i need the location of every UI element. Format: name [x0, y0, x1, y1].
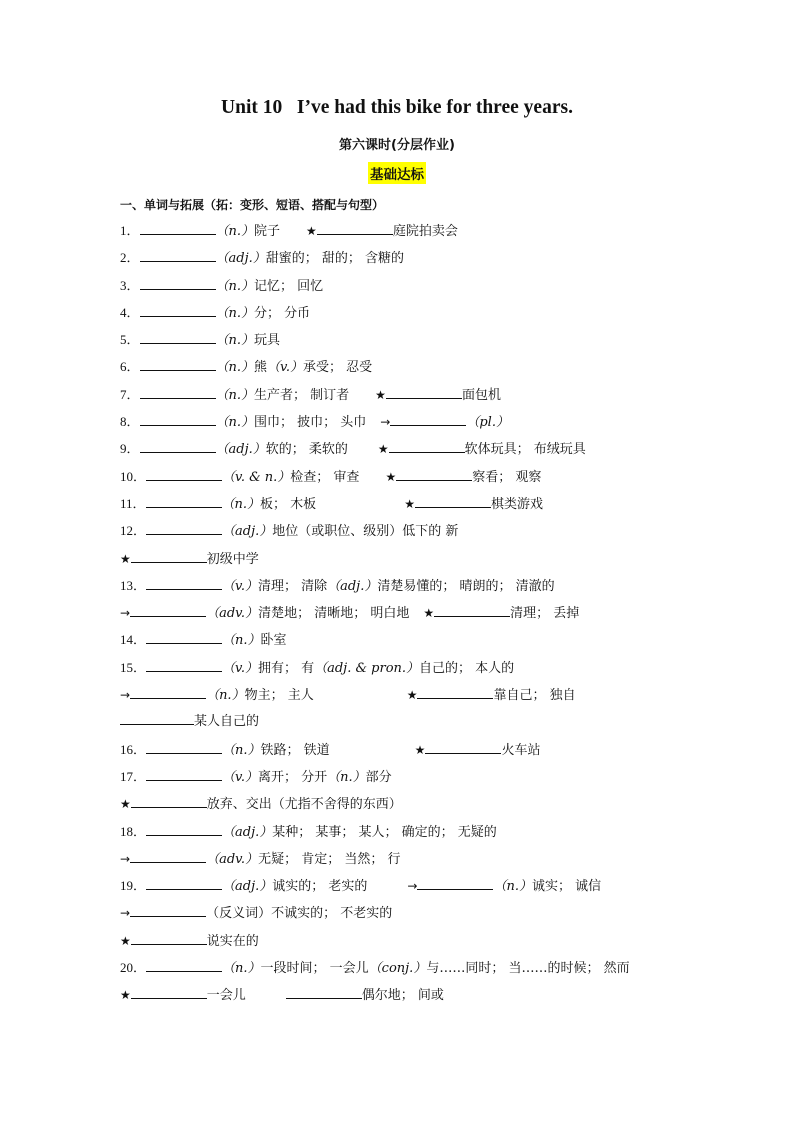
item-number: 13．: [120, 577, 147, 593]
part-of-speech: （n.）: [215, 305, 255, 321]
part-of-speech: （n.）: [221, 496, 261, 512]
section-heading: 一、单词与拓展（拓：变形、短语、搭配与句型）: [120, 198, 385, 212]
meaning: 软的； 柔软的: [265, 442, 348, 458]
exercise-item-15-cont2: [120, 712, 680, 739]
phrase-meaning: 察看； 观察: [472, 469, 542, 485]
exercise-item-10: [120, 467, 680, 494]
star-icon: ★: [375, 387, 386, 402]
answer-blank[interactable]: [140, 222, 216, 235]
answer-blank[interactable]: [131, 986, 207, 999]
meaning: 无疑； 肯定； 当然； 行: [258, 851, 401, 867]
meaning: 板； 木板: [260, 496, 317, 512]
arrow-icon: →: [407, 879, 418, 894]
part-of-speech: （adj.）: [222, 879, 273, 895]
meaning: 院子: [254, 224, 281, 239]
answer-blank[interactable]: [425, 741, 501, 754]
answer-blank[interactable]: [140, 358, 216, 371]
arrow-icon: →: [120, 851, 131, 866]
exercise-item-9: [120, 439, 680, 466]
exercise-item-5: [120, 330, 680, 357]
meaning: 玩具: [254, 333, 281, 349]
part-of-speech: （n.）: [215, 415, 255, 431]
part-of-speech: （adj.）: [222, 524, 273, 540]
page-title: Unit 10 I’ve had this bike for three years.: [221, 97, 573, 118]
part-of-speech: （n.）: [215, 224, 255, 239]
star-icon: ★: [120, 551, 131, 566]
item-number: 8．: [120, 414, 140, 430]
meaning: 甜蜜的； 甜的； 含糖的: [265, 251, 405, 267]
phrase-meaning: 靠自己； 独自: [493, 688, 576, 704]
meaning: 分； 分币: [254, 305, 311, 321]
exercise-item-19-cont2: [120, 931, 680, 958]
meaning: 物主； 主人: [244, 688, 314, 704]
item-number: 17．: [120, 768, 147, 784]
answer-blank[interactable]: [390, 413, 466, 426]
meaning-2: 承受； 忍受: [302, 360, 373, 376]
answer-blank[interactable]: [146, 823, 222, 836]
meaning: 某种； 某事； 某人； 确定的； 无疑的: [272, 824, 497, 840]
part-of-speech: （v.）: [222, 769, 258, 785]
item-number: 9．: [120, 441, 140, 457]
meaning: 生产者； 制订者: [254, 387, 350, 403]
meaning: 诚实的； 老实的: [272, 879, 368, 895]
answer-blank[interactable]: [396, 468, 472, 481]
answer-blank[interactable]: [417, 686, 493, 699]
phrase-meaning: 火车站: [501, 742, 541, 758]
part-of-speech: （n.）: [222, 961, 261, 977]
item-number: 15．: [120, 659, 147, 675]
phrase-meaning: 软体玩具； 布绒玩具: [464, 442, 586, 458]
meaning: 铁路； 铁道: [260, 742, 330, 758]
level-badge: 基础达标: [368, 162, 426, 184]
part-of-speech: （反义词）: [206, 906, 272, 922]
answer-blank[interactable]: [130, 686, 206, 699]
meaning-2: 部分: [365, 769, 392, 785]
arrow-icon: →: [120, 606, 131, 621]
item-number: 1．: [120, 223, 140, 238]
answer-blank[interactable]: [146, 522, 222, 535]
phrase-meaning: 一会儿: [206, 988, 246, 1004]
answer-blank[interactable]: [130, 850, 206, 863]
item-number: 2．: [120, 250, 140, 266]
exercise-item-2: [120, 248, 680, 275]
part-of-speech: （adv.）: [206, 606, 259, 622]
exercise-item-14: [120, 630, 680, 657]
answer-blank[interactable]: [146, 577, 222, 590]
part-of-speech-2: （n.）: [327, 769, 366, 785]
exercise-item-19-cont: [120, 903, 680, 930]
item-number: 18．: [120, 823, 147, 839]
meaning: 清楚地； 清晰地； 明白地: [258, 606, 410, 622]
exercise-item-17: [120, 767, 680, 794]
meaning: 清理； 清除: [257, 578, 328, 594]
lesson-subtitle: 第六课时(分层作业): [339, 138, 455, 153]
part-of-speech-2: （n.）: [493, 879, 532, 895]
answer-blank[interactable]: [146, 959, 222, 972]
answer-blank[interactable]: [140, 413, 216, 426]
answer-blank[interactable]: [146, 468, 222, 481]
phrase-meaning: 面包机: [461, 387, 501, 403]
answer-blank[interactable]: [417, 877, 493, 890]
phrase-meaning: 清理； 丢掉: [510, 606, 580, 622]
arrow-icon: →: [380, 415, 391, 430]
exercise-item-15: [120, 658, 680, 685]
exercise-item-17-cont: [120, 794, 680, 821]
meaning-2: 与……同时； 当……的时候； 然而: [426, 961, 630, 977]
item-number: 6．: [120, 359, 140, 375]
star-icon: ★: [385, 469, 397, 484]
phrase-meaning: 放弃、交出（尤指不舍得的东西）: [206, 797, 402, 813]
meaning: 离开； 分开: [257, 769, 328, 785]
answer-blank[interactable]: [140, 304, 216, 317]
answer-blank[interactable]: [146, 631, 222, 644]
exercise-item-15-cont: [120, 685, 680, 712]
meaning: 地位（或职位、级别）低下的 新: [272, 524, 459, 540]
phrase-meaning: 说实在的: [206, 933, 259, 949]
meaning: 熊: [254, 360, 268, 376]
part-of-speech-2: （adj.）: [327, 578, 378, 594]
part-of-speech: （v. & n.）: [222, 469, 291, 485]
answer-blank[interactable]: [415, 495, 491, 508]
exercise-item-6: [120, 357, 680, 384]
exercise-item-7: [120, 385, 680, 412]
arrow-icon: →: [120, 688, 131, 703]
answer-blank[interactable]: [140, 331, 216, 344]
item-number: 10．: [120, 468, 147, 484]
exercise-item-11: [120, 494, 680, 521]
answer-blank[interactable]: [120, 712, 194, 725]
meaning: 不诚实的； 不老实的: [271, 906, 393, 922]
answer-blank[interactable]: [317, 222, 393, 235]
exercise-item-18-cont: [120, 849, 680, 876]
star-icon: ★: [120, 933, 131, 948]
item-number: 14．: [120, 632, 147, 648]
answer-blank[interactable]: [130, 604, 206, 617]
exercise-item-20-cont: [120, 985, 680, 1012]
part-of-speech: （n.）: [222, 742, 261, 758]
item-number: 7．: [120, 386, 140, 402]
answer-blank[interactable]: [389, 440, 465, 453]
phrase-meaning: 某人自己的: [194, 714, 260, 730]
exercise-item-18: [120, 822, 680, 849]
meaning: 检查； 审查: [290, 469, 360, 485]
part-of-speech: （v.）: [222, 660, 258, 676]
meaning: 记忆； 回忆: [254, 278, 324, 294]
meaning-2: 诚实； 诚信: [531, 879, 602, 895]
phrase-meaning: 棋类游戏: [490, 496, 543, 512]
exercise-item-16: [120, 740, 680, 767]
exercise-item-19: [120, 876, 680, 903]
star-icon: ★: [120, 797, 131, 812]
answer-blank[interactable]: [140, 386, 216, 399]
badge-wrap: [0, 162, 794, 184]
exercise-item-20: [120, 958, 680, 985]
part-of-speech: （n.）: [215, 333, 255, 349]
answer-blank[interactable]: [146, 741, 222, 754]
part-of-speech-2: （v.）: [267, 360, 303, 376]
star-icon: ★: [423, 606, 435, 621]
star-icon: ★: [377, 442, 389, 457]
star-icon: ★: [120, 988, 131, 1003]
exercise-item-4: [120, 303, 680, 330]
meaning: 拥有； 有: [257, 660, 315, 676]
part-of-speech-2: （pl.）: [466, 415, 509, 431]
item-number: 20．: [120, 960, 147, 976]
item-number: 19．: [120, 878, 147, 894]
arrow-icon: →: [120, 906, 131, 921]
star-icon: ★: [404, 496, 415, 511]
answer-blank[interactable]: [146, 659, 222, 672]
phrase-meaning: 庭院拍卖会: [392, 224, 458, 239]
item-number: 16．: [120, 741, 147, 757]
star-icon: ★: [306, 224, 317, 238]
part-of-speech: （adv.）: [206, 851, 259, 867]
answer-blank[interactable]: [146, 768, 222, 781]
item-number: 4．: [120, 304, 140, 320]
exercise-list: [120, 221, 680, 1013]
item-number: 12．: [120, 523, 147, 539]
part-of-speech: （adj.）: [215, 442, 266, 458]
answer-blank[interactable]: [140, 440, 216, 453]
part-of-speech: （n.）: [215, 387, 255, 403]
answer-blank[interactable]: [146, 495, 222, 508]
part-of-speech: （v.）: [222, 578, 258, 594]
answer-blank[interactable]: [130, 904, 206, 917]
exercise-item-3: [120, 276, 680, 303]
phrase-meaning: 初级中学: [206, 551, 259, 567]
exercise-item-12-cont: [120, 549, 680, 576]
answer-blank[interactable]: [131, 550, 207, 563]
answer-blank[interactable]: [286, 986, 362, 999]
part-of-speech: （n.）: [206, 688, 245, 704]
answer-blank[interactable]: [131, 795, 207, 808]
part-of-speech: （n.）: [215, 360, 255, 376]
meaning: 卧室: [260, 633, 287, 649]
answer-blank[interactable]: [434, 604, 510, 617]
item-number: 3．: [120, 277, 140, 293]
part-of-speech: （adj.）: [222, 824, 273, 840]
part-of-speech: （adj.）: [215, 251, 266, 267]
exercise-item-13: [120, 576, 680, 603]
answer-blank[interactable]: [146, 877, 222, 890]
meaning: 围巾； 披巾； 头巾: [254, 415, 367, 431]
answer-blank[interactable]: [386, 386, 462, 399]
meaning-2: 清楚易懂的； 晴朗的； 清澈的: [377, 578, 555, 594]
star-icon: ★: [414, 742, 426, 757]
answer-blank[interactable]: [140, 277, 216, 290]
answer-blank[interactable]: [131, 932, 207, 945]
item-number: 5．: [120, 332, 140, 348]
item-number: 11．: [120, 495, 146, 511]
meaning: 一段时间； 一会儿: [260, 961, 369, 977]
part-of-speech: （n.）: [215, 278, 255, 294]
exercise-item-12: [120, 521, 680, 548]
exercise-item-1: [120, 221, 680, 248]
exercise-item-13-cont: [120, 603, 680, 630]
exercise-item-8: [120, 412, 680, 439]
meaning-2: 自己的； 本人的: [419, 660, 515, 676]
star-icon: ★: [406, 688, 418, 703]
part-of-speech: （n.）: [222, 633, 261, 649]
answer-blank[interactable]: [140, 249, 216, 262]
phrase-meaning-2: 偶尔地； 间或: [361, 988, 444, 1004]
part-of-speech-2: （adj. & pron.）: [314, 660, 420, 676]
part-of-speech-2: （conj.）: [368, 961, 427, 977]
